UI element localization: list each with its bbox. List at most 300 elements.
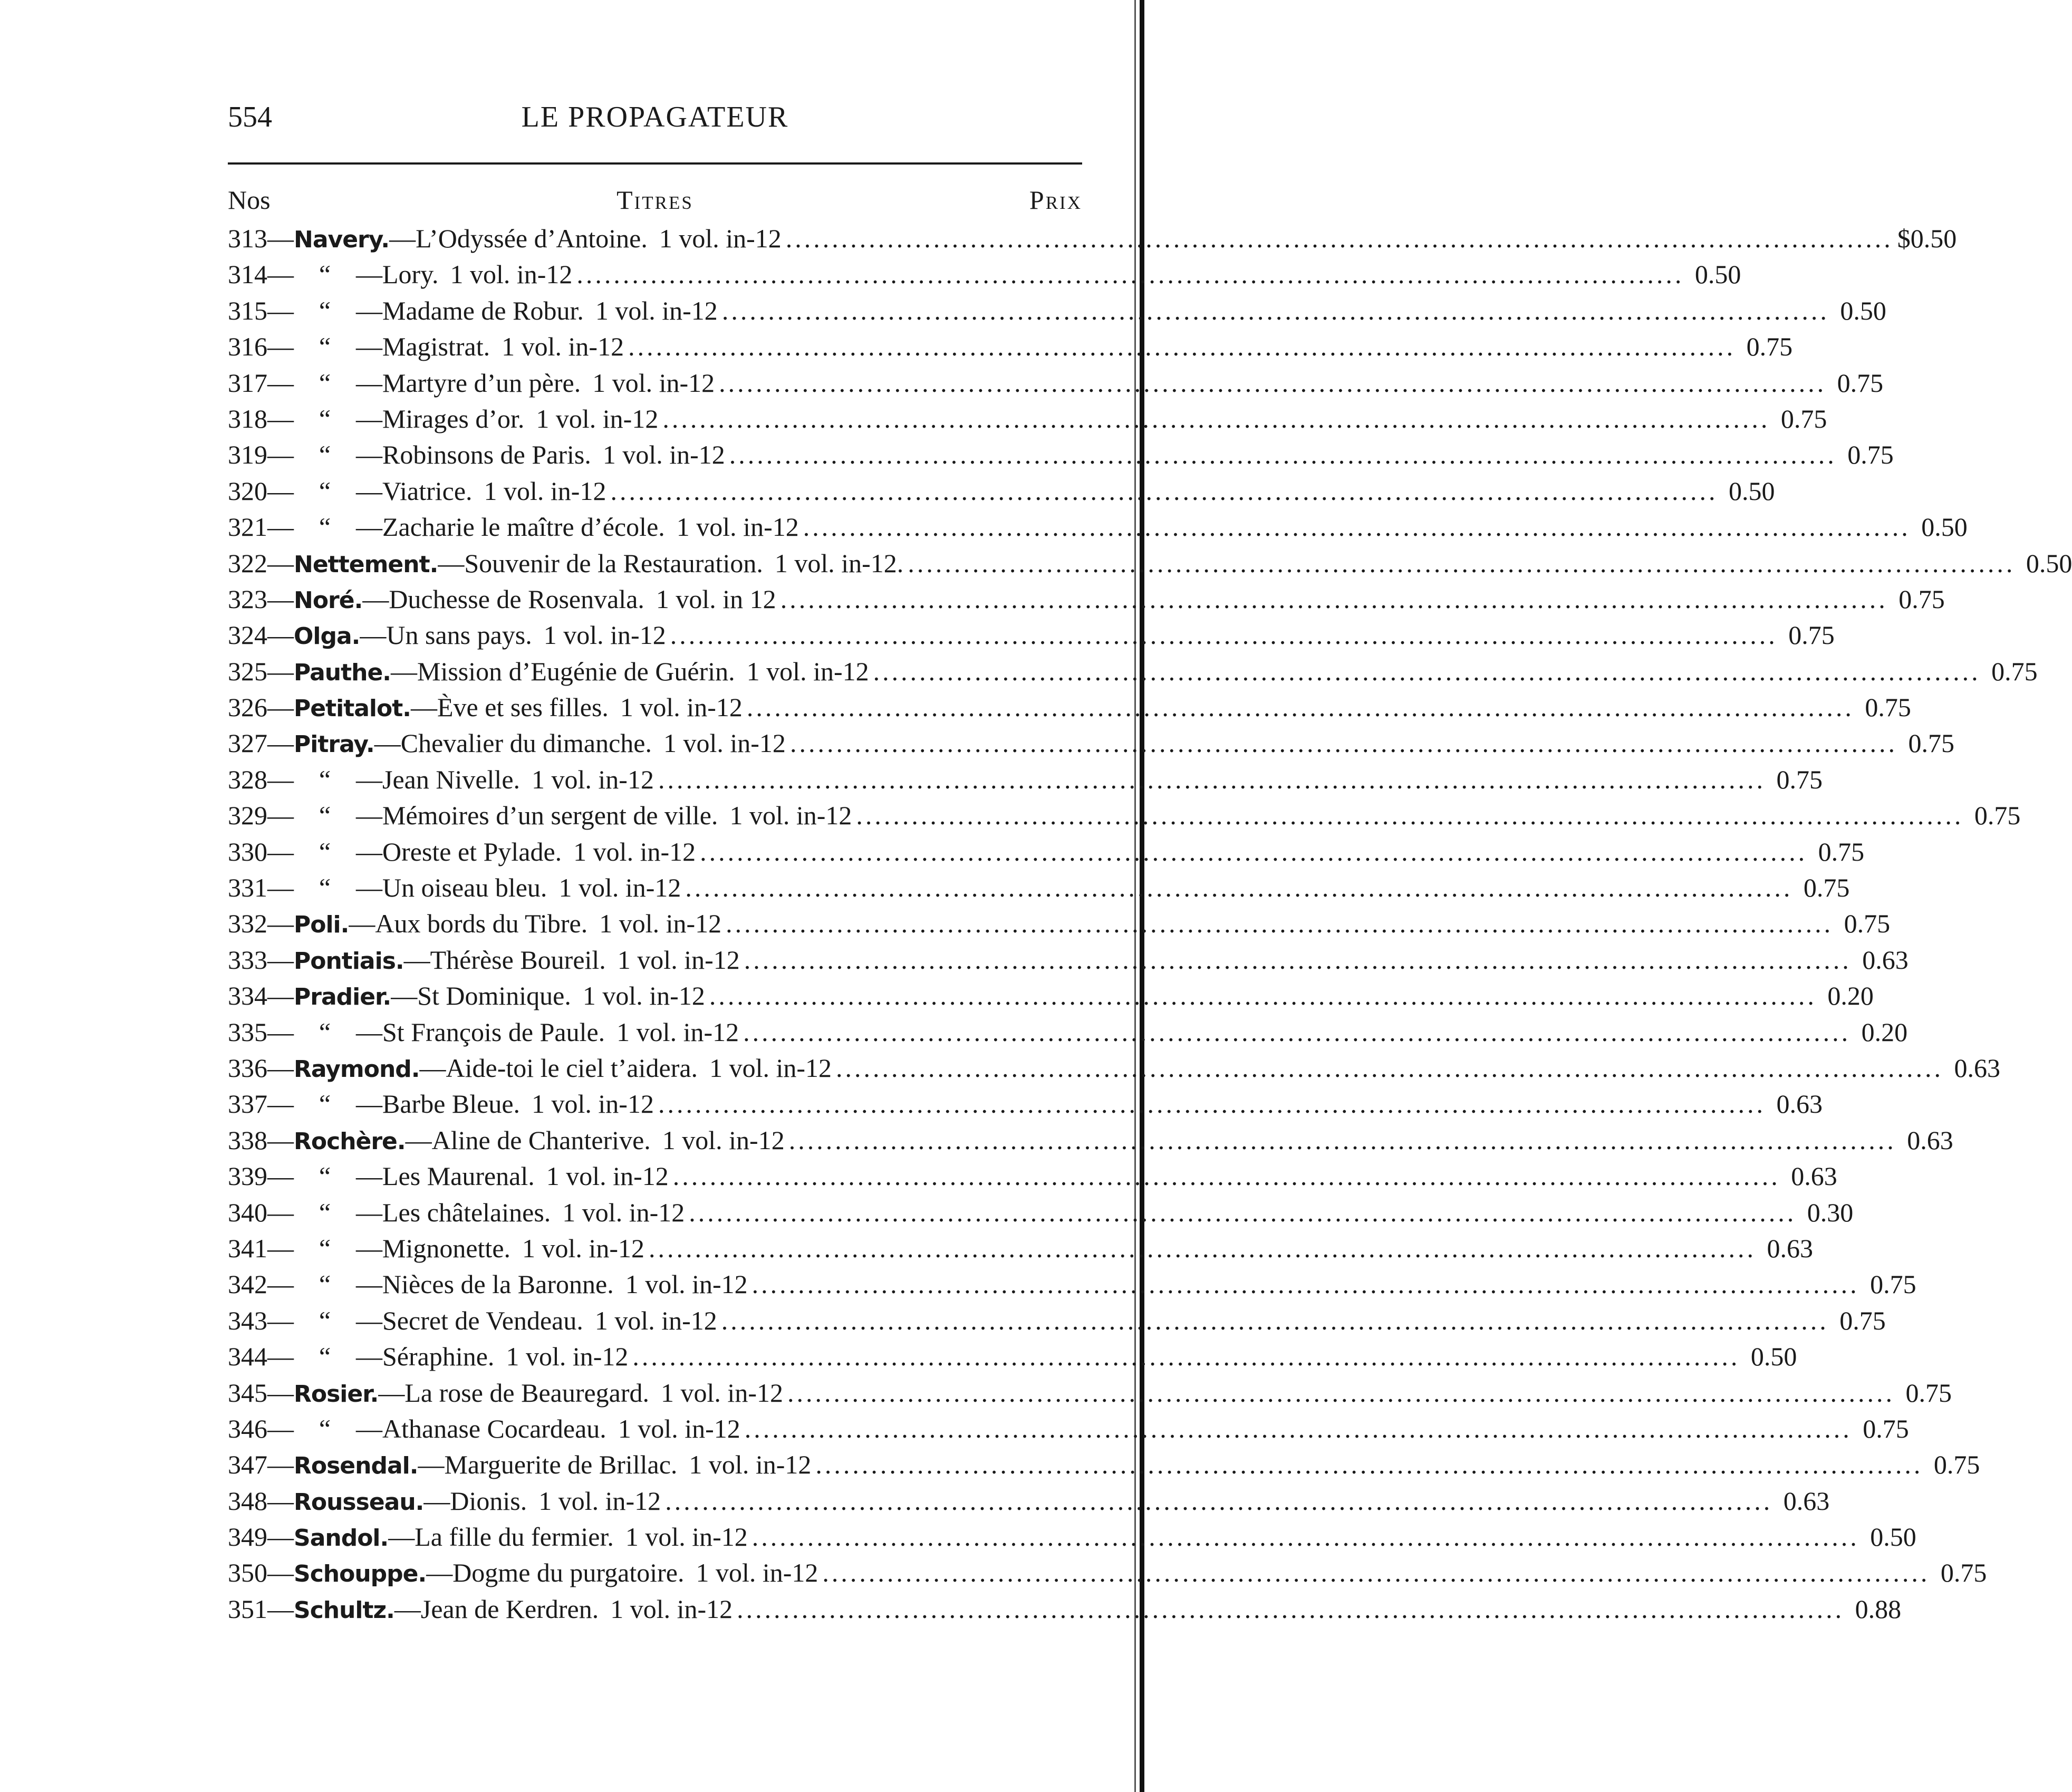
entry-author: Schouppe. xyxy=(294,1560,427,1588)
entry-author: Nettement. xyxy=(294,551,438,578)
entry-ditto-mark: “ xyxy=(319,1342,331,1372)
entry-price: 0.75 xyxy=(1818,836,1865,866)
entry-dash: — xyxy=(356,332,382,362)
entry-dash: — xyxy=(267,295,294,325)
entry-author: Pitray. xyxy=(294,731,374,758)
entry-dash: — xyxy=(356,259,382,290)
entry-price: 0.88 xyxy=(1855,1594,1902,1624)
catalog-entry xyxy=(228,1375,1952,1411)
header-rule xyxy=(228,162,1082,165)
entry-ditto-mark: “ xyxy=(319,801,331,831)
catalog-entry xyxy=(228,1303,1886,1338)
entry-dash: — xyxy=(267,1594,294,1624)
entry-dot-leader: ........................................................................................................................ xyxy=(815,1450,1923,1480)
entry-price: 0.75 xyxy=(1865,692,1911,722)
entry-author: Pradier. xyxy=(294,984,391,1011)
entry-ditto-mark: “ xyxy=(319,1197,331,1227)
entry-dash: — xyxy=(356,440,382,470)
entry-volume: 1 vol. in-12 xyxy=(592,368,715,398)
entry-dash: — xyxy=(389,224,416,253)
entry-dash: — xyxy=(267,1233,294,1263)
catalog-entry xyxy=(228,437,1894,473)
entry-dash: — xyxy=(356,295,382,325)
entry-dash: — xyxy=(267,259,294,290)
entry-dash: — xyxy=(267,1053,294,1083)
entry-volume: 1 vol. in-12 xyxy=(532,764,654,794)
entry-number: 347 xyxy=(228,1450,267,1480)
catalog-entry xyxy=(228,1447,1980,1482)
entry-dot-leader: ........................................................................................................................ xyxy=(856,801,1964,831)
entry-title: St Dominique. xyxy=(417,981,571,1011)
entry-volume: 1 vol. in-12. xyxy=(774,548,904,578)
entry-author: Pauthe. xyxy=(294,659,391,686)
entry-author: Schultz. xyxy=(294,1596,394,1624)
entry-number: 337 xyxy=(228,1089,267,1119)
entry-ditto-mark: “ xyxy=(319,440,331,470)
entry-dot-leader: ........................................................................................................................ xyxy=(787,1377,1895,1408)
entry-dash: — xyxy=(267,332,294,362)
entry-number: 318 xyxy=(228,403,267,433)
entry-dot-leader: ........................................................................................................................ xyxy=(576,259,1684,290)
entry-author: Petitalot. xyxy=(294,695,411,722)
entry-number: 346 xyxy=(228,1413,267,1443)
entry-dash: — xyxy=(267,801,294,831)
entry-dash: — xyxy=(360,620,387,650)
catalog-entry xyxy=(228,725,1954,761)
entry-dash: — xyxy=(388,1522,415,1552)
entry-price: 0.63 xyxy=(1862,945,1909,975)
entry-dash: — xyxy=(267,1017,294,1047)
entry-number: 350 xyxy=(228,1558,267,1588)
entry-dash: — xyxy=(267,764,294,794)
catalog-entry xyxy=(228,905,1891,941)
entry-title: Mignonette. xyxy=(382,1233,511,1263)
entry-title: Souvenir de la Restauration. xyxy=(464,548,763,578)
entry-dot-leader: ........................................................................................................................ xyxy=(788,1125,1896,1155)
entry-title: Barbe Bleue. xyxy=(382,1089,521,1119)
entry-author: Noré. xyxy=(294,586,363,614)
entry-dash: — xyxy=(418,1450,445,1480)
entry-author: Navery. xyxy=(294,226,390,253)
entry-title: La rose de Beauregard. xyxy=(404,1377,650,1408)
entry-title: Secret de Vendeau. xyxy=(382,1305,583,1335)
entry-volume: 1 vol. in-12 xyxy=(617,945,740,975)
entry-title: Athanase Cocardeau. xyxy=(382,1413,606,1443)
entry-dash: — xyxy=(267,620,294,650)
catalog-entry xyxy=(228,1194,1854,1230)
entry-dot-leader: ........................................................................................................................ xyxy=(700,836,1808,866)
entry-number: 327 xyxy=(228,728,267,758)
entry-dash: — xyxy=(267,403,294,433)
entry-title: Les Maurenal. xyxy=(382,1161,535,1191)
entry-dash: — xyxy=(267,909,294,939)
entry-dash: — xyxy=(267,1125,294,1155)
entry-title: Zacharie le maître d’école. xyxy=(382,512,665,542)
entry-title: La fille du fermier. xyxy=(415,1522,614,1552)
catalog-entry xyxy=(228,1411,1909,1447)
entry-dash: — xyxy=(419,1053,446,1083)
entry-dash: — xyxy=(426,1558,453,1588)
entry-price: 0.50 xyxy=(1840,295,1886,325)
entry-number: 322 xyxy=(228,548,267,578)
entry-dash: — xyxy=(267,656,294,686)
entry-ditto-mark: “ xyxy=(319,295,331,325)
entry-title: Dionis. xyxy=(450,1486,527,1516)
entry-title: Martyre d’un père. xyxy=(382,368,581,398)
entry-ditto-mark: “ xyxy=(319,1269,331,1299)
entry-dot-leader: ........................................................................................................................ xyxy=(658,1089,1766,1119)
entry-dash: — xyxy=(267,1486,294,1516)
entry-dot-leader: ........................................................................................................................ xyxy=(670,620,1778,650)
entry-volume: 1 vol. in-12 xyxy=(595,295,718,325)
entry-dash: — xyxy=(356,1089,382,1119)
entry-volume: 1 vol. in-12 xyxy=(618,1413,740,1443)
catalog-entry xyxy=(228,1014,1908,1050)
catalog-entry xyxy=(228,256,1741,292)
catalog-entry xyxy=(228,1338,1797,1374)
entry-volume: 1 vol. in-12 xyxy=(709,1053,832,1083)
entry-dash: — xyxy=(394,1594,421,1624)
entry-dash: — xyxy=(374,728,401,758)
entry-ditto-mark: “ xyxy=(319,332,331,362)
entry-ditto-mark: “ xyxy=(319,1161,331,1191)
entry-price: 0.75 xyxy=(1870,1269,1916,1299)
entry-price: 0.63 xyxy=(1791,1161,1837,1191)
entry-dash: — xyxy=(403,945,430,975)
entry-ditto-mark: “ xyxy=(319,1305,331,1335)
entry-volume: 1 vol. in-12 xyxy=(536,403,659,433)
entry-ditto-mark: “ xyxy=(319,403,331,433)
entry-price: 0.50 xyxy=(1728,476,1775,506)
entry-dash: — xyxy=(267,476,294,506)
entry-price: 0.75 xyxy=(1803,873,1850,903)
entry-volume: 1 vol. in-12 xyxy=(558,873,681,903)
entry-volume: 1 vol. in-12 xyxy=(532,1089,654,1119)
entry-dash: — xyxy=(356,1269,382,1299)
catalog-entry xyxy=(228,617,1835,653)
entry-dot-leader: ........................................................................................................................ xyxy=(743,1017,1851,1047)
entry-dash: — xyxy=(267,1558,294,1588)
entry-volume: 1 vol. in-12 xyxy=(546,1161,669,1191)
entry-dot-leader: ........................................................................................................................ xyxy=(632,1342,1740,1372)
entry-number: 333 xyxy=(228,945,267,975)
entry-ditto-mark: “ xyxy=(319,873,331,903)
entry-dot-leader: ........................................................................................................................ xyxy=(709,981,1817,1011)
entry-price: 0.63 xyxy=(1767,1233,1813,1263)
entry-dash: — xyxy=(267,1197,294,1227)
catalog-entry xyxy=(228,689,1911,725)
entry-price: 0.20 xyxy=(1861,1017,1908,1047)
entry-dash: — xyxy=(356,1342,382,1372)
entry-price: 0.75 xyxy=(1991,656,2038,686)
entry-number: 342 xyxy=(228,1269,267,1299)
entry-ditto-mark: “ xyxy=(319,836,331,866)
entry-price: 0.50 xyxy=(1921,512,1968,542)
entry-dot-leader: ........................................................................................................................ xyxy=(780,584,1888,614)
entry-volume: 1 vol. in-12 xyxy=(746,656,869,686)
entry-dot-leader: ........................................................................................................................ xyxy=(836,1053,1943,1083)
entry-dash: — xyxy=(267,1522,294,1552)
entry-price: 0.75 xyxy=(1776,764,1823,794)
entry-dot-leader: ........................................................................................................................ xyxy=(822,1558,1930,1588)
entry-number: 339 xyxy=(228,1161,267,1191)
entry-dash: — xyxy=(267,1161,294,1191)
entry-number: 340 xyxy=(228,1197,267,1227)
entry-dash: — xyxy=(356,368,382,398)
entry-price: 0.75 xyxy=(1863,1413,1909,1443)
entry-dash: — xyxy=(267,1089,294,1119)
entry-dash: — xyxy=(356,1197,382,1227)
entry-title: Aide-toi le ciel t’aidera. xyxy=(446,1053,698,1083)
entry-dash: — xyxy=(356,1017,382,1047)
entry-price: 0.75 xyxy=(1746,332,1793,362)
entry-dash: — xyxy=(267,728,294,758)
entry-title: Lory. xyxy=(382,259,439,290)
entry-price: 0.50 xyxy=(1870,1522,1916,1552)
entry-dash: — xyxy=(356,1305,382,1335)
entry-dot-leader: ........................................................................................................................ xyxy=(672,1161,1780,1191)
entry-price: 0.75 xyxy=(1780,403,1827,433)
entry-title: Mémoires d’un sergent de ville. xyxy=(382,801,718,831)
entry-volume: 1 vol. in-12 xyxy=(502,332,624,362)
catalog-entry xyxy=(228,509,1968,545)
entry-volume: 1 vol. in-12 xyxy=(616,1017,739,1047)
entry-dash: — xyxy=(391,981,418,1011)
entry-dash: — xyxy=(356,403,382,433)
entry-number: 319 xyxy=(228,440,267,470)
entry-dot-leader: ........................................................................................................................ xyxy=(785,224,1893,253)
entry-dash: — xyxy=(423,1486,450,1516)
entry-dash: — xyxy=(267,1377,294,1408)
catalog-entry xyxy=(228,797,2021,833)
entry-ditto-mark: “ xyxy=(319,512,331,542)
entry-volume: 1 vol. in-12 xyxy=(696,1558,818,1588)
entry-dash: — xyxy=(267,548,294,578)
entry-dash: — xyxy=(378,1377,405,1408)
entry-dash: — xyxy=(267,1413,294,1443)
catalog-entry xyxy=(228,1555,1987,1591)
entry-number: 335 xyxy=(228,1017,267,1047)
entry-number: 326 xyxy=(228,692,267,722)
entry-number: 329 xyxy=(228,801,267,831)
entry-dot-leader: ........................................................................................................................ xyxy=(662,403,1770,433)
entry-ditto-mark: “ xyxy=(319,476,331,506)
catalog-entry xyxy=(228,1050,2000,1086)
entry-dash: — xyxy=(356,764,382,794)
entry-dash: — xyxy=(267,873,294,903)
catalog-entry xyxy=(228,1158,1837,1194)
entry-dash: — xyxy=(391,656,417,686)
catalog-entry xyxy=(228,1519,1916,1555)
entry-price: 0.75 xyxy=(1974,801,2021,831)
entry-dot-leader: ........................................................................................................................ xyxy=(803,512,1911,542)
entry-title: Aline de Chanterive. xyxy=(431,1125,651,1155)
entry-ditto-mark: “ xyxy=(319,368,331,398)
entry-title: Viatrice. xyxy=(382,476,473,506)
entry-title: Thérèse Boureil. xyxy=(430,945,606,975)
entry-number: 320 xyxy=(228,476,267,506)
entry-title: St François de Paule. xyxy=(382,1017,605,1047)
entry-number: 328 xyxy=(228,764,267,794)
entry-dash: — xyxy=(267,1269,294,1299)
entry-price: 0.75 xyxy=(1940,1558,1987,1588)
entry-title: Les châtelaines. xyxy=(382,1197,551,1227)
entry-author: Pontiais. xyxy=(294,947,404,975)
catalog-entry xyxy=(228,293,1886,329)
entry-number: 331 xyxy=(228,873,267,903)
catalog-entry xyxy=(228,1230,1813,1266)
entry-volume: 1 vol. in-12 xyxy=(659,224,782,253)
running-title: LE PROPAGATEUR xyxy=(521,101,789,133)
entry-volume: 1 vol. in-12 xyxy=(602,440,725,470)
entry-dot-leader: ........................................................................................................................ xyxy=(744,1413,1852,1443)
entry-number: 324 xyxy=(228,620,267,650)
entry-author: Rousseau. xyxy=(294,1488,424,1516)
entry-dash: — xyxy=(267,368,294,398)
entry-dash: — xyxy=(356,1233,382,1263)
entry-dot-leader: ........................................................................................................................ xyxy=(729,440,1837,470)
entry-price: 0.63 xyxy=(1907,1125,1953,1155)
entry-price: 0.75 xyxy=(1844,909,1891,939)
entry-author: Rochère. xyxy=(294,1128,406,1155)
entry-ditto-mark: “ xyxy=(319,1413,331,1443)
entry-ditto-mark: “ xyxy=(319,1089,331,1119)
entry-volume: 1 vol. in-12 xyxy=(506,1342,629,1372)
column-header-titres: Titres xyxy=(616,185,693,215)
entry-author: Poli. xyxy=(294,911,349,939)
entry-volume: 1 vol. in 12 xyxy=(656,584,776,614)
entry-dot-leader: ........................................................................................................................ xyxy=(721,1305,1829,1335)
entry-number: 344 xyxy=(228,1342,267,1372)
entry-dot-leader: ........................................................................................................................ xyxy=(648,1233,1756,1263)
catalog-entry xyxy=(228,1266,1916,1302)
entry-dash: — xyxy=(356,873,382,903)
entry-dash: — xyxy=(356,836,382,866)
entry-price: 0.50 xyxy=(1694,259,1741,290)
entry-dot-leader: ........................................................................................................................ xyxy=(789,728,1897,758)
entry-dot-leader: ........................................................................................................................ xyxy=(751,1522,1859,1552)
entry-dot-leader: ........................................................................................................................ xyxy=(726,909,1834,939)
entry-price: $0.50 xyxy=(1897,224,1957,253)
entry-dash: — xyxy=(267,1450,294,1480)
entry-title: Un sans pays. xyxy=(386,620,532,650)
entry-number: 351 xyxy=(228,1594,267,1624)
entry-dash: — xyxy=(267,981,294,1011)
entry-author: Sandol. xyxy=(294,1525,389,1552)
entry-volume: 1 vol. in-12 xyxy=(543,620,666,650)
entry-dash: — xyxy=(356,801,382,831)
entry-title: Jean de Kerdren. xyxy=(420,1594,599,1624)
entry-dash: — xyxy=(267,512,294,542)
entry-title: Marguerite de Brillac. xyxy=(444,1450,678,1480)
entry-dot-leader: ........................................................................................................................ xyxy=(721,295,1829,325)
entry-number: 316 xyxy=(228,332,267,362)
entry-number: 330 xyxy=(228,836,267,866)
entry-dash: — xyxy=(411,692,437,722)
entry-price: 0.63 xyxy=(1776,1089,1823,1119)
entry-price: 0.75 xyxy=(1839,1305,1886,1335)
entry-number: 321 xyxy=(228,512,267,542)
entry-dash: — xyxy=(267,692,294,722)
entry-ditto-mark: “ xyxy=(319,764,331,794)
entry-dot-leader: ........................................................................................................................ xyxy=(719,368,1827,398)
entry-volume: 1 vol. in-12 xyxy=(538,1486,661,1516)
entry-number: 336 xyxy=(228,1053,267,1083)
entry-volume: 1 vol. in-12 xyxy=(625,1522,748,1552)
catalog-entry xyxy=(228,473,1775,509)
entry-number: 345 xyxy=(228,1377,267,1408)
entry-title: Chevalier du dimanche. xyxy=(400,728,652,758)
catalog-entry xyxy=(228,1483,1830,1519)
entry-title: L’Odyssée d’Antoine. xyxy=(416,224,648,253)
page-number: 554 xyxy=(228,101,272,133)
entry-volume: 1 vol. in-12 xyxy=(522,1233,644,1263)
entry-number: 349 xyxy=(228,1522,267,1552)
catalog-entry xyxy=(228,1591,1902,1627)
entry-dash: — xyxy=(438,548,465,578)
entry-dash: — xyxy=(356,1413,382,1443)
entry-volume: 1 vol. in-12 xyxy=(625,1269,748,1299)
entry-title: Madame de Robur. xyxy=(382,295,584,325)
entry-dot-leader: ........................................................................................................................ xyxy=(751,1269,1859,1299)
entry-ditto-mark: “ xyxy=(319,1233,331,1263)
entry-title: Robinsons de Paris. xyxy=(382,440,591,470)
entry-number: 348 xyxy=(228,1486,267,1516)
entry-title: Oreste et Pylade. xyxy=(382,836,562,866)
entry-volume: 1 vol. in-12 xyxy=(484,476,606,506)
entry-dot-leader: ........................................................................................................................ xyxy=(658,764,1766,794)
entry-price: 0.63 xyxy=(1783,1486,1830,1516)
catalog-entry xyxy=(228,834,1865,870)
entry-price: 0.75 xyxy=(1905,1377,1952,1408)
entry-title: Nièces de la Baronne. xyxy=(382,1269,614,1299)
entry-number: 323 xyxy=(228,584,267,614)
entry-dash: — xyxy=(362,584,389,614)
entry-dash: — xyxy=(356,1161,382,1191)
catalog-entry xyxy=(228,401,1827,437)
entry-dot-leader: ........................................................................................................................ xyxy=(685,873,1793,903)
entry-author: Rosendal. xyxy=(294,1452,418,1480)
entry-dash: — xyxy=(267,1342,294,1372)
entry-dash: — xyxy=(267,224,294,253)
entry-volume: 1 vol. in-12 xyxy=(661,1377,783,1408)
entry-dash: — xyxy=(267,440,294,470)
entry-dash: — xyxy=(267,945,294,975)
entry-volume: 1 vol. in-12 xyxy=(663,728,786,758)
entry-title: Mirages d’or. xyxy=(382,403,525,433)
entry-volume: 1 vol. in-12 xyxy=(594,1305,717,1335)
entry-volume: 1 vol. in-12 xyxy=(599,909,722,939)
entry-title: Duchesse de Rosenvala. xyxy=(389,584,644,614)
column-header-nos: Nos xyxy=(228,185,271,215)
entry-volume: 1 vol. in-12 xyxy=(610,1594,733,1624)
entry-dash: — xyxy=(405,1125,432,1155)
entry-dot-leader: ........................................................................................................................ xyxy=(628,332,1736,362)
entry-price: 0.75 xyxy=(1908,728,1954,758)
entry-dot-leader: ........................................................................................................................ xyxy=(665,1486,1773,1516)
catalog-entry xyxy=(228,978,1874,1014)
entry-volume: 1 vol. in-12 xyxy=(689,1450,812,1480)
entry-title: Dogme du purgatoire. xyxy=(452,1558,685,1588)
catalog-entry xyxy=(228,1122,1953,1158)
entry-price: 0.50 xyxy=(1750,1342,1797,1372)
entry-price: 0.75 xyxy=(1837,368,1884,398)
entry-price: 0.20 xyxy=(1827,981,1874,1011)
catalog-entry xyxy=(228,762,1823,797)
entry-price: 0.75 xyxy=(1788,620,1835,650)
page-header xyxy=(228,100,1082,142)
entry-title: Un oiseau bleu. xyxy=(382,873,547,903)
